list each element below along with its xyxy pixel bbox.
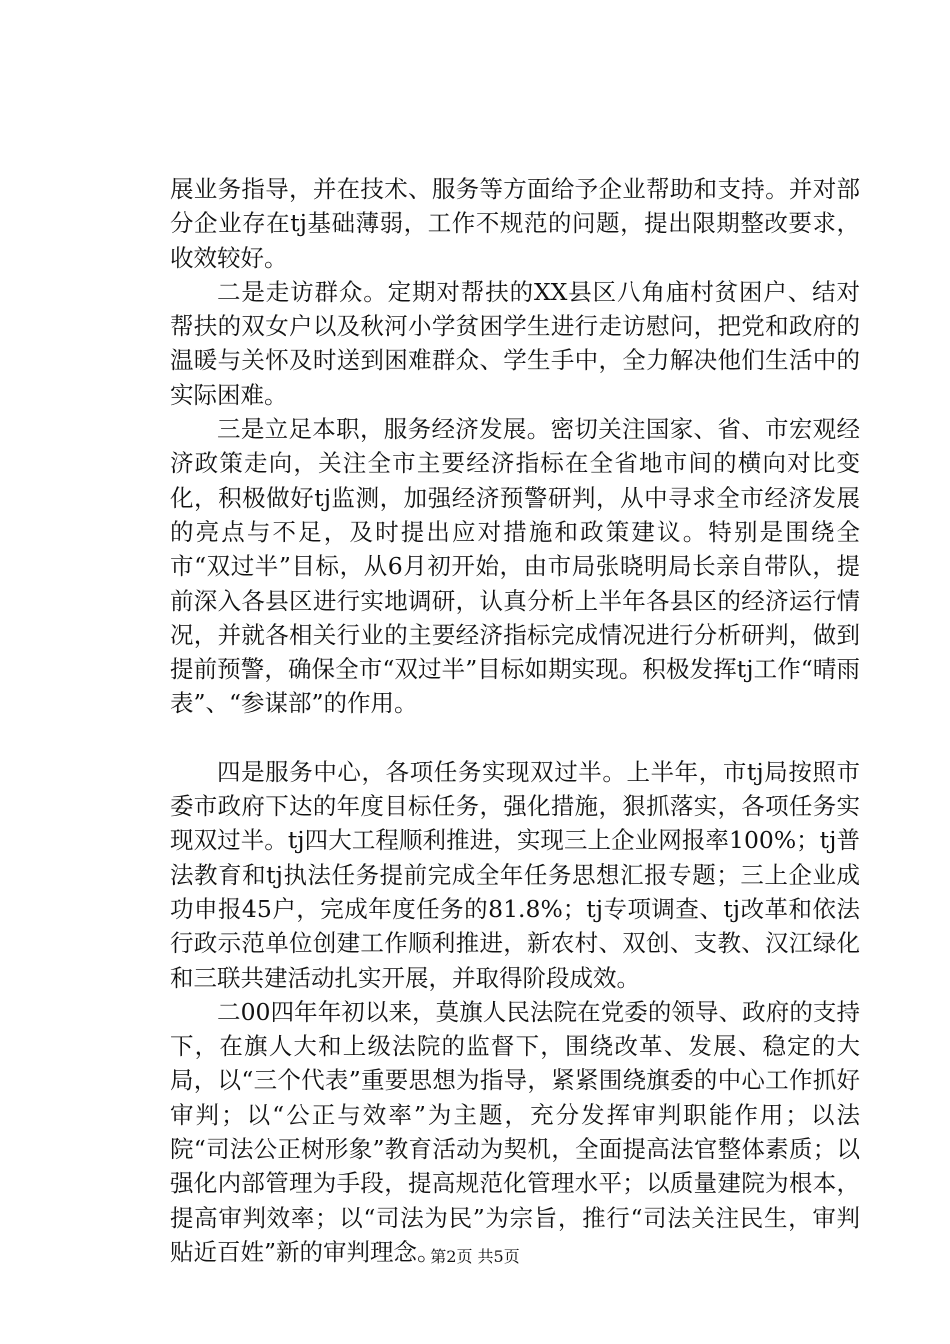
paragraph-continuation: 展业务指导，并在技术、服务等方面给予企业帮助和支持。并对部分企业存在tj基础薄弱，工作不规范的问题，提出限期整改要求，收效较好。 — [170, 175, 860, 272]
paragraph-service-center: 四是服务中心，各项任务实现双过半。上半年，市tj局按照市委市政府下达的年度目标任务，强化措施，狠抓落实，各项任务实现双过半。tj四大工程顺利推进，实现三上企业网报率100%；tj普法教育和tj执法任务提前完成全年任务思想汇报专题；三上企业成功申报45户，完成年度任务的81.8%；tj专项调查、tj改革和依法行政示范单位创建工作顺利推进，新农村、双创、支教、汉江绿化和三联共建活动扎实开展，并取得阶段成效。 — [170, 757, 860, 992]
paragraph-economic-service: 三是立足本职，服务经济发展。密切关注国家、省、市宏观经济政策走向，关注全市主要经济指标在全省地市间的横向对比变化，积极做好tj监测，加强经济预警研判，从中寻求全市经济发展的亮点与不足，及时提出应对措施和政策建议。特别是围绕全市“双过半”目标，从6月初开始，由市局张晓明局长亲自带队，提前深入各县区进行实地调研，认真分析上半年各县区的经济运行情况，并就各相关行业的主要经济指标完成情况进行分析研判，做到提前预警，确保全市“双过半”目标如期实现。积极发挥tj工作“晴雨表”、“参谋部”的作用。 — [170, 415, 860, 718]
document-body — [170, 172, 860, 1269]
page-footer: 第2页 共5页 — [430, 1247, 520, 1266]
paragraph-court-summary: 二00四年年初以来，莫旗人民法院在党委的领导、政府的支持下，在旗人大和上级法院的监督下，围绕改革、发展、稳定的大局，以“三个代表”重要思想为指导，紧紧围绕旗委的中心工作抓好审判；以“公正与效率”为主题，充分发挥审判职能作用；以法院“司法公正树形象”教育活动为契机，全面提高法官整体素质；以强化内部管理为手段，提高规范化管理水平；以质量建院为根本，提高审判效率；以“司法为民”为宗旨，推行“司法关注民生，审判贴近百姓”新的审判理念。 — [170, 997, 860, 1266]
paragraph-gap — [170, 721, 860, 755]
paragraph-visit-masses: 二是走访群众。定期对帮扶的XX县区八角庙村贫困户、结对帮扶的双女户以及秋河小学贫困学生进行走访慰问，把党和政府的温暖与关怀及时送到困难群众、学生手中，全力解决他们生活中的实际困难。 — [170, 277, 860, 409]
